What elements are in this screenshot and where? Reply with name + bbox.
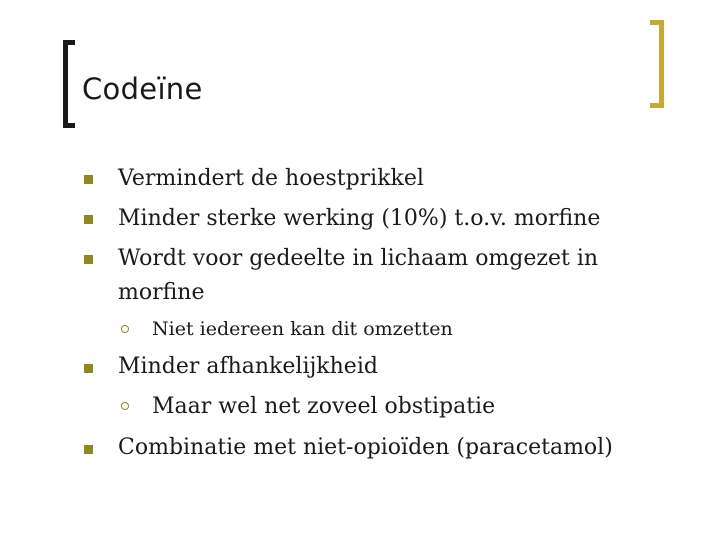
bullet-text-continuation: morfine (118, 280, 205, 305)
bullet-text: Vermindert de hoestprikkel (118, 166, 424, 191)
bullet-square-icon (84, 445, 93, 454)
bullet-text: Minder afhankelijkheid (118, 354, 378, 379)
title-bracket-right (650, 20, 664, 108)
bullet-square-icon (84, 175, 93, 184)
bullet-text: Wordt voor gedeelte in lichaam omgezet in (118, 246, 599, 271)
bullet-text: Minder sterke werking (10%) t.o.v. morfine (118, 206, 601, 231)
bullet-square-icon (84, 255, 93, 264)
title-bracket-left (63, 40, 75, 128)
bullet-text: Combinatie met niet-opioïden (paracetamol) (118, 435, 613, 460)
sub-bullet-text: Maar wel net zoveel obstipatie (152, 394, 496, 419)
sub-bullet-text: Niet iedereen kan dit omzetten (152, 318, 453, 340)
sub-bullet-ring-icon (121, 325, 129, 333)
sub-bullet-ring-icon (121, 402, 129, 410)
bullet-square-icon (84, 215, 93, 224)
bullet-square-icon (84, 364, 93, 373)
slide-title: Codeïne (82, 72, 203, 106)
